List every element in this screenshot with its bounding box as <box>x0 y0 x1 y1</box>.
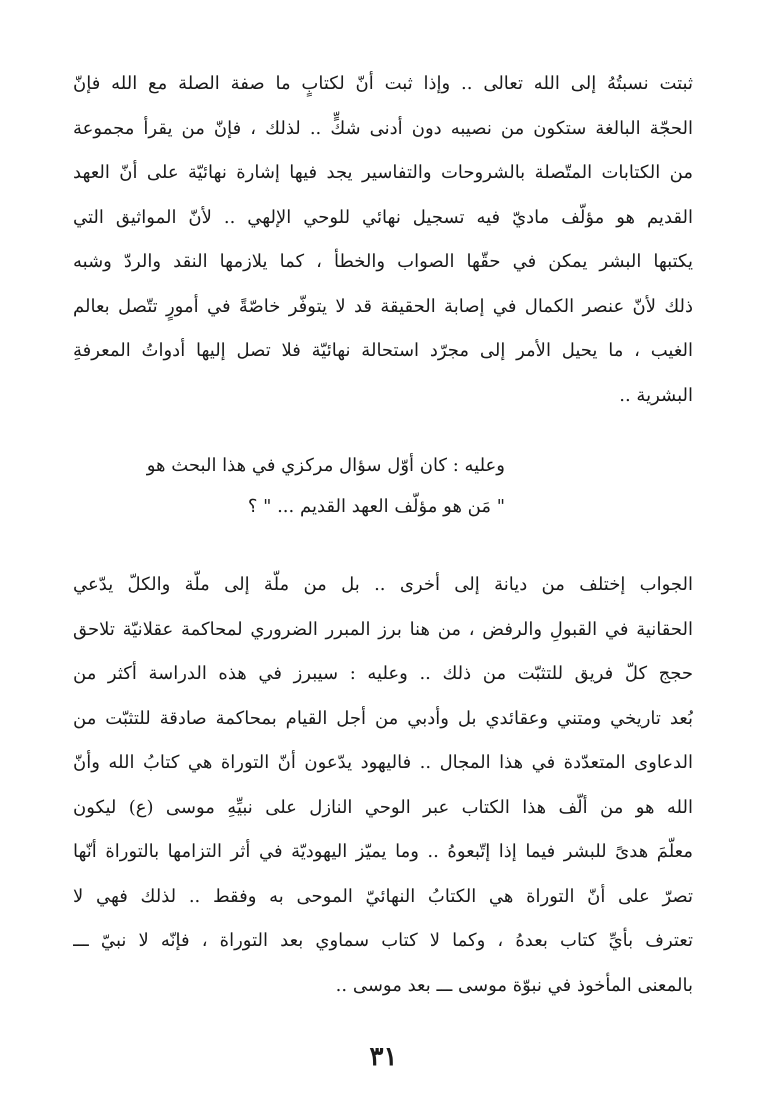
paragraph-1 <box>73 62 693 418</box>
text-line: الجواب إختلف من ديانة إلى أخرى .. بل من ملّة إلى ملّة والكلّ يدّعي <box>73 574 693 595</box>
question-text: " مَن هو مؤلّف العهد القديم ... " ؟ <box>247 496 505 517</box>
text-line: ذلك لأنّ عنصر الكمال في إصابة الحقيقة قد لا يتوفّر خاصّةً في أمورٍ تتّصل بعالم <box>73 295 693 317</box>
paragraph-2 <box>73 563 693 1008</box>
text-line: الحجّة البالغة ستكون من نصيبه دون أدنى شكٍّ .. لذلك ، فإنّ من يقرأ مجموعة <box>73 117 693 139</box>
text-line: البشرية .. <box>619 384 693 406</box>
text-line: حجج كلّ فريق للتثبّت من ذلك .. وعليه : سيبرز في هذه الدراسة أكثر من <box>73 663 693 684</box>
text-line: الغيب ، ما يحيل الأمر إلى مجرّد استحالة نهائيّة فلا تصل إليها أدواتُ المعرفةِ <box>73 340 693 361</box>
text-line: معلّمَ هدىً للبشر فيما إذا إتّبعوهُ .. وما يميّز اليهوديّة في أثر التزامها بالتوراة أنّها <box>73 841 693 862</box>
text-line: الدعاوى المتعدّدة في هذا المجال .. فاليهود يدّعون أنّ التوراة هي كتابُ الله وأنّ <box>73 752 693 773</box>
page-number: ٣١ <box>369 1042 398 1072</box>
question-intro: وعليه : كان أوّل سؤال مركزي في هذا البحث هو <box>146 455 505 476</box>
text-line: ثبتت نسبتُهُ إلى الله تعالى .. وإذا ثبت أنّ لكتابٍ ما صفة الصلة مع الله فإنّ <box>73 73 693 94</box>
central-question <box>147 445 505 527</box>
text-line: الله هو من ألّف هذا الكتاب عبر الوحي النازل على نبيِّهِ موسى (ع) ليكون <box>73 796 693 818</box>
text-line: تعترف بأيِّ كتاب بعدهُ ، وكما لا كتاب سماوي بعد التوراة ، فإنّه لا نبيّ ـــ <box>73 930 693 951</box>
text-line: بالمعنى المأخوذ في نبوّة موسى ـــ بعد موسى .. <box>335 974 693 996</box>
text-line: القديم هو مؤلّف ماديّ فيه تسجيل نهائي للوحي الإلهي .. لأنّ المواثيق التي <box>73 206 693 228</box>
text-line: تصرّ على أنّ التوراة هي الكتابُ النهائيّ الموحى به وفقط .. لذلك فهي لا <box>73 885 693 907</box>
text-line: الحقانية في القبولِ والرفض ، من هنا برز المبرر الضروري لمحاكمة عقلانيّة تلاحق <box>73 618 693 640</box>
text-line: بُعد تاريخي ومتني وعقائدي بل وأدبي من أجل القيام بمحاكمة صادقة للتثبّت من <box>73 707 693 729</box>
text-line: يكتبها البشر يمكن في حقّها الصواب والخطأ ، كما يلازمها النقد والردّ وشبه <box>73 251 693 272</box>
text-line: من الكتابات المتّصلة بالشروحات والتفاسير يجد فيها إشارة نهائيّة على أنّ العهد <box>73 162 693 183</box>
